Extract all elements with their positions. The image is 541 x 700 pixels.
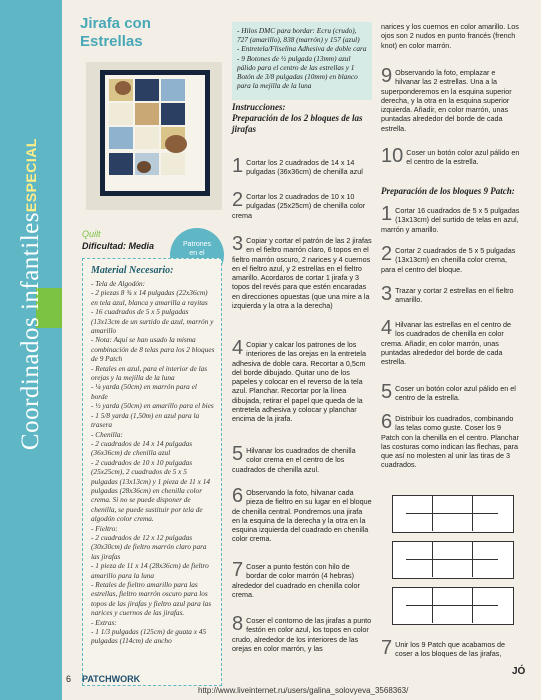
- instructions-heading-block: [232, 102, 372, 135]
- pressing-diagram: [392, 495, 514, 625]
- arrow-right-1: [406, 513, 498, 514]
- article-title-2: Estrellas: [80, 33, 143, 50]
- arrow-right-3: [406, 605, 498, 606]
- corner-mark: JÓ: [512, 666, 526, 677]
- step-3: 3 Copiar y cortar el patrón de las 2 jirafas en el fieltro marrón claro, 6 topos en el fieltro marrón oscuro, 2 narices y 4 cuernos en el fieltro azul, y 2 estrellas en el fieltro amarillo. Acordaros de cortar 1 jirafa y 3 topos del revés para que estén encaradas en direcciones opuestas (que una mire a la izquierda y la otra a la derecha): [232, 233, 372, 311]
- materials-heading: Material Necesario:: [91, 265, 174, 276]
- diagram-row-1: [392, 495, 514, 533]
- diagram-row-3: [392, 587, 514, 625]
- np-step-5: 5 Coser un botón color azul pálido en el centro de la estrella.: [381, 381, 516, 403]
- magazine-logo: PATCHWORK: [82, 674, 141, 684]
- quilt-photo: [86, 62, 222, 210]
- np-step-2: 2 Cortar 2 cuadrados de 5 x 5 pulgadas (13x13cm) en chenilla color crema, para el centro del bloque.: [381, 243, 516, 274]
- materials-box: [82, 258, 222, 686]
- ninepatch-heading: Preparación de los bloques 9 Patch:: [381, 186, 515, 196]
- arrow-left-2: [406, 559, 498, 560]
- np-step-7: 7 Unir los 9 Patch que acabamos de coser a los bloques de las jirafas,: [381, 637, 505, 659]
- np-step-3: 3 Trazar y cortar 2 estrellas en el fieltro amarillo.: [381, 283, 514, 305]
- instructions-sub: Preparación de los 2 bloques de las jirafas: [232, 113, 363, 134]
- materials-text: - Tela de Algodón: - 2 piezas 8 ¾ x 14 pulgadas (22x36cm) en tela azul, blanca y amarilla a rayitas - 16 cuadrados de 5 x 5 pulgadas (13x13cm de un surtido de azul, marrón y amarillo - Nota: Aquí se han usado la misma combinación de 8 telas para los 2 bloques de 9 Patch - Retales en azul, para el interior de las orejas y la mejilla de la luna - ¼ yarda (50cm) en marrón para el borde - ½ yarda (50cm) en amarillo para el bies - 1 5/8 yarda (1,50m) en azul para la trasera - Chenilla: - 2 cuadrados de 14 x 14 pulgadas (36x36cm) de chenilla azul - 2 cuadrados de 10 x 10 pulgadas (25x25cm), 2 cuadrados de 5 x 5 pulgadas (13x13cm) y 1 pieza de 11 x 14 pulgadas (28x36cm) en chenilla color crema. Si no se puede disponer de chenilla, se puede sustituir por tela de algodón color crema. - Fieltro: - 2 cuadrados de 12 x 12 pulgadas (30x30cm) de fieltro marrón claro para las jirafas - 1 pieza de 11 x 14 (28x36cm) de fieltro amarillo para la luna - Retales de fieltro amarillo para las estrellas, fieltro marrón oscuro para los topos de las jirafas y fieltro azul para las narices y cuernos de las jirafas. - Extras: - 1 1/3 pulgadas (125cm) de guata x 45 pulgadas (114cm) de ancho: [91, 279, 215, 646]
- difficulty: Dificultad: Media: [82, 241, 155, 251]
- continuation-text: narices y los cuernos en color amarillo. Los ojos son 2 nudos en punto francés (french knot) en color marrón.: [381, 22, 519, 50]
- np-step-6: 6 Distribuir los cuadrados, combinando las telas como guste. Coser los 9 Patch con la chenilla en el centro. Planchar las costuras como indican las flechas, para que así no molesten al unir las tiras de 3 cuadrados.: [381, 411, 519, 470]
- diagram-row-2: [392, 541, 514, 579]
- article-title-1: Jirafa con: [80, 15, 151, 32]
- step-5: 5 Hilvanar los cuadrados de chenilla color crema en el centro de los cuadrados de chenilla azul.: [232, 443, 356, 474]
- sidebar-label: [14, 20, 48, 450]
- quilt-label: Quilt: [82, 229, 101, 239]
- section-badge: ESPECIAL: [23, 137, 39, 212]
- step-2: 2 Cortar los 2 cuadrados de 10 x 10 pulgadas (25x25cm) de chenilla color crema: [232, 189, 366, 220]
- patterns-badge: Patrones en el: [170, 228, 224, 282]
- step-8: 8 Coser el contorno de las jirafas a punto festón en color azul, los topos en color crudo, alrededor de los interiores de las orejas en color marrón, y las: [232, 613, 372, 653]
- step-7: 7 Coser a punto festón con hilo de bordar de color marrón (4 hebras) alrededor del cuadrado en chenilla color crema.: [232, 559, 360, 599]
- title-block: [80, 15, 228, 51]
- step-10: 10 Coser un botón color azul pálido en el centro de la estrella.: [381, 145, 520, 167]
- section-title: Coordinados infantiles: [17, 211, 44, 450]
- ninepatch-heading-block: [381, 186, 521, 197]
- step-9: 9 Observando la foto, emplazar e hilvanar las 2 estrellas. Una a la superponderemos en la esquina superior derecha, y la otra en la esquina superior izquierda. Añadir, en color marrón, unas puntadas alrededor del borde de cada estrella.: [381, 65, 512, 133]
- extras-note: - Hilos DMC para bordar: Ecru (crudo), 727 (amarillo), 838 (marrón) y 157 (azul) - Entretela/Fliselina Adhesiva de doble cara - 9 Botones de ½ pulgada (13mm) azul pálido para el centro de las estrellas y 1 Botón de 3/8 pulgadas (10mm) en blanco para la mejilla de la luna: [232, 22, 372, 100]
- step-6: 6 Observando la foto, hilvanar cada pieza de fieltro en su lugar en el bloque de chenilla central. Pondremos una jirafa en la esquina de la derecha y la otra en la esquina izquierda del cuadrado en chenilla color crema.: [232, 485, 372, 544]
- step-4: 4 Copiar y calcar los patrones de los interiores de las orejas en la entretela adhesiva de doble cara. Recortar a 0,5cm del borde dibujado. Quitar uno de los papeles y colocar en el reverso de la tela azul. Planchar. Recortar por la línea dibujada, retirar el papel que queda de la entretela adhesiva y colocar y planchar encima de la jirafa.: [232, 337, 366, 424]
- page-number: 6: [66, 674, 72, 684]
- source-url: http://www.liveinternet.ru/users/galina_solovyeva_3568363/: [198, 686, 409, 695]
- np-step-1: 1 Cortar 16 cuadrados de 5 x 5 pulgadas (13x13cm) del surtido de telas en azul, marrón y amarillo.: [381, 203, 520, 234]
- np-step-4: 4 Hilvanar las estrellas en el centro de los cuadrados de chenilla en color crema. Añadir, en color marrón, unas puntadas alrededor del borde de cada estrella.: [381, 317, 511, 367]
- quilt-image: [100, 70, 210, 196]
- step-1: 1 Cortar los 2 cuadrados de 14 x 14 pulgadas (36x36cm) de chenilla azul: [232, 155, 363, 177]
- sidebar-band: [0, 0, 62, 700]
- instructions-heading: Instrucciones:: [232, 102, 286, 112]
